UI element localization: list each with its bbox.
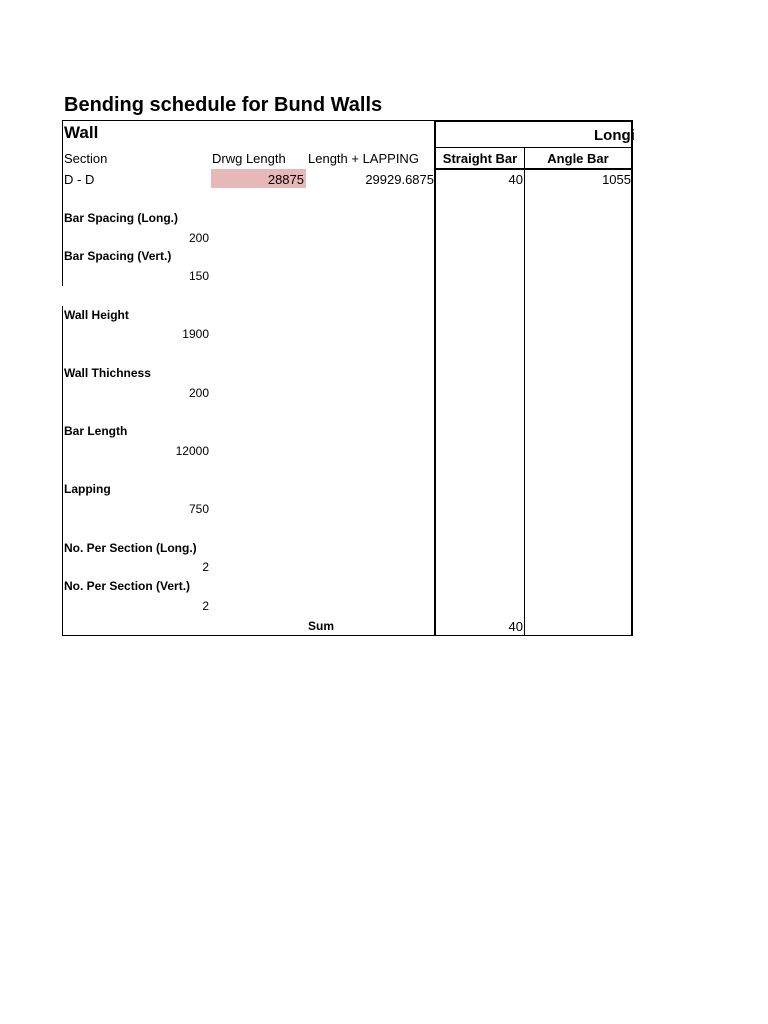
param-value-lapping: 750 <box>188 502 209 516</box>
param-value-bar-length: 12000 <box>175 444 209 458</box>
row-drwg-length: 28875 <box>267 172 304 187</box>
column-header-length-lapping: Length + LAPPING <box>308 151 419 166</box>
param-label-no-per-section-vert: No. Per Section (Vert.) <box>64 579 191 593</box>
column-header-angle-bar: Angle Bar <box>547 151 609 166</box>
param-label-wall-thickness: Wall Thichness <box>64 366 151 380</box>
row-straight-bar: 40 <box>508 172 523 187</box>
row-length-lapping: 29929.6875 <box>365 172 434 187</box>
row-section: D - D <box>64 172 95 187</box>
param-value-bar-spacing-long: 200 <box>188 231 209 245</box>
table-left-border-lower <box>62 306 63 636</box>
param-label-bar-length: Bar Length <box>64 424 128 438</box>
param-value-wall-thickness: 200 <box>188 386 209 400</box>
param-label-bar-spacing-long: Bar Spacing (Long.) <box>64 211 178 225</box>
table-right-edge <box>631 120 633 636</box>
column-header-straight-bar: Straight Bar <box>442 151 518 166</box>
page-title: Bending schedule for Bund Walls <box>64 94 383 116</box>
group-left-border <box>434 120 436 636</box>
param-label-no-per-section-long: No. Per Section (Long.) <box>64 541 197 555</box>
param-value-no-per-section-vert: 2 <box>202 599 209 613</box>
param-value-bar-spacing-vert: 150 <box>188 269 209 283</box>
param-label-bar-spacing-vert: Bar Spacing (Vert.) <box>64 249 172 263</box>
column-divider <box>524 147 525 636</box>
param-value-wall-height: 1900 <box>182 327 209 341</box>
group-subheader-divider <box>436 168 632 170</box>
row-angle-bar: 1055 <box>602 172 631 187</box>
wall-heading: Wall <box>64 123 99 142</box>
group-header-divider <box>436 147 632 148</box>
column-header-section: Section <box>64 151 108 166</box>
table-left-border-upper <box>62 120 63 286</box>
sum-label: Sum <box>308 619 335 633</box>
table-top-border <box>63 120 435 121</box>
column-header-drwg-length: Drwg Length <box>212 151 286 166</box>
longitudinal-group-heading: Longi <box>594 127 635 144</box>
table-bottom-border <box>62 635 632 636</box>
param-value-no-per-section-long: 2 <box>202 560 209 574</box>
param-label-lapping: Lapping <box>64 482 111 496</box>
param-label-wall-height: Wall Height <box>64 308 129 322</box>
sum-straight-bar: 40 <box>508 619 523 634</box>
group-top-border <box>436 120 632 122</box>
